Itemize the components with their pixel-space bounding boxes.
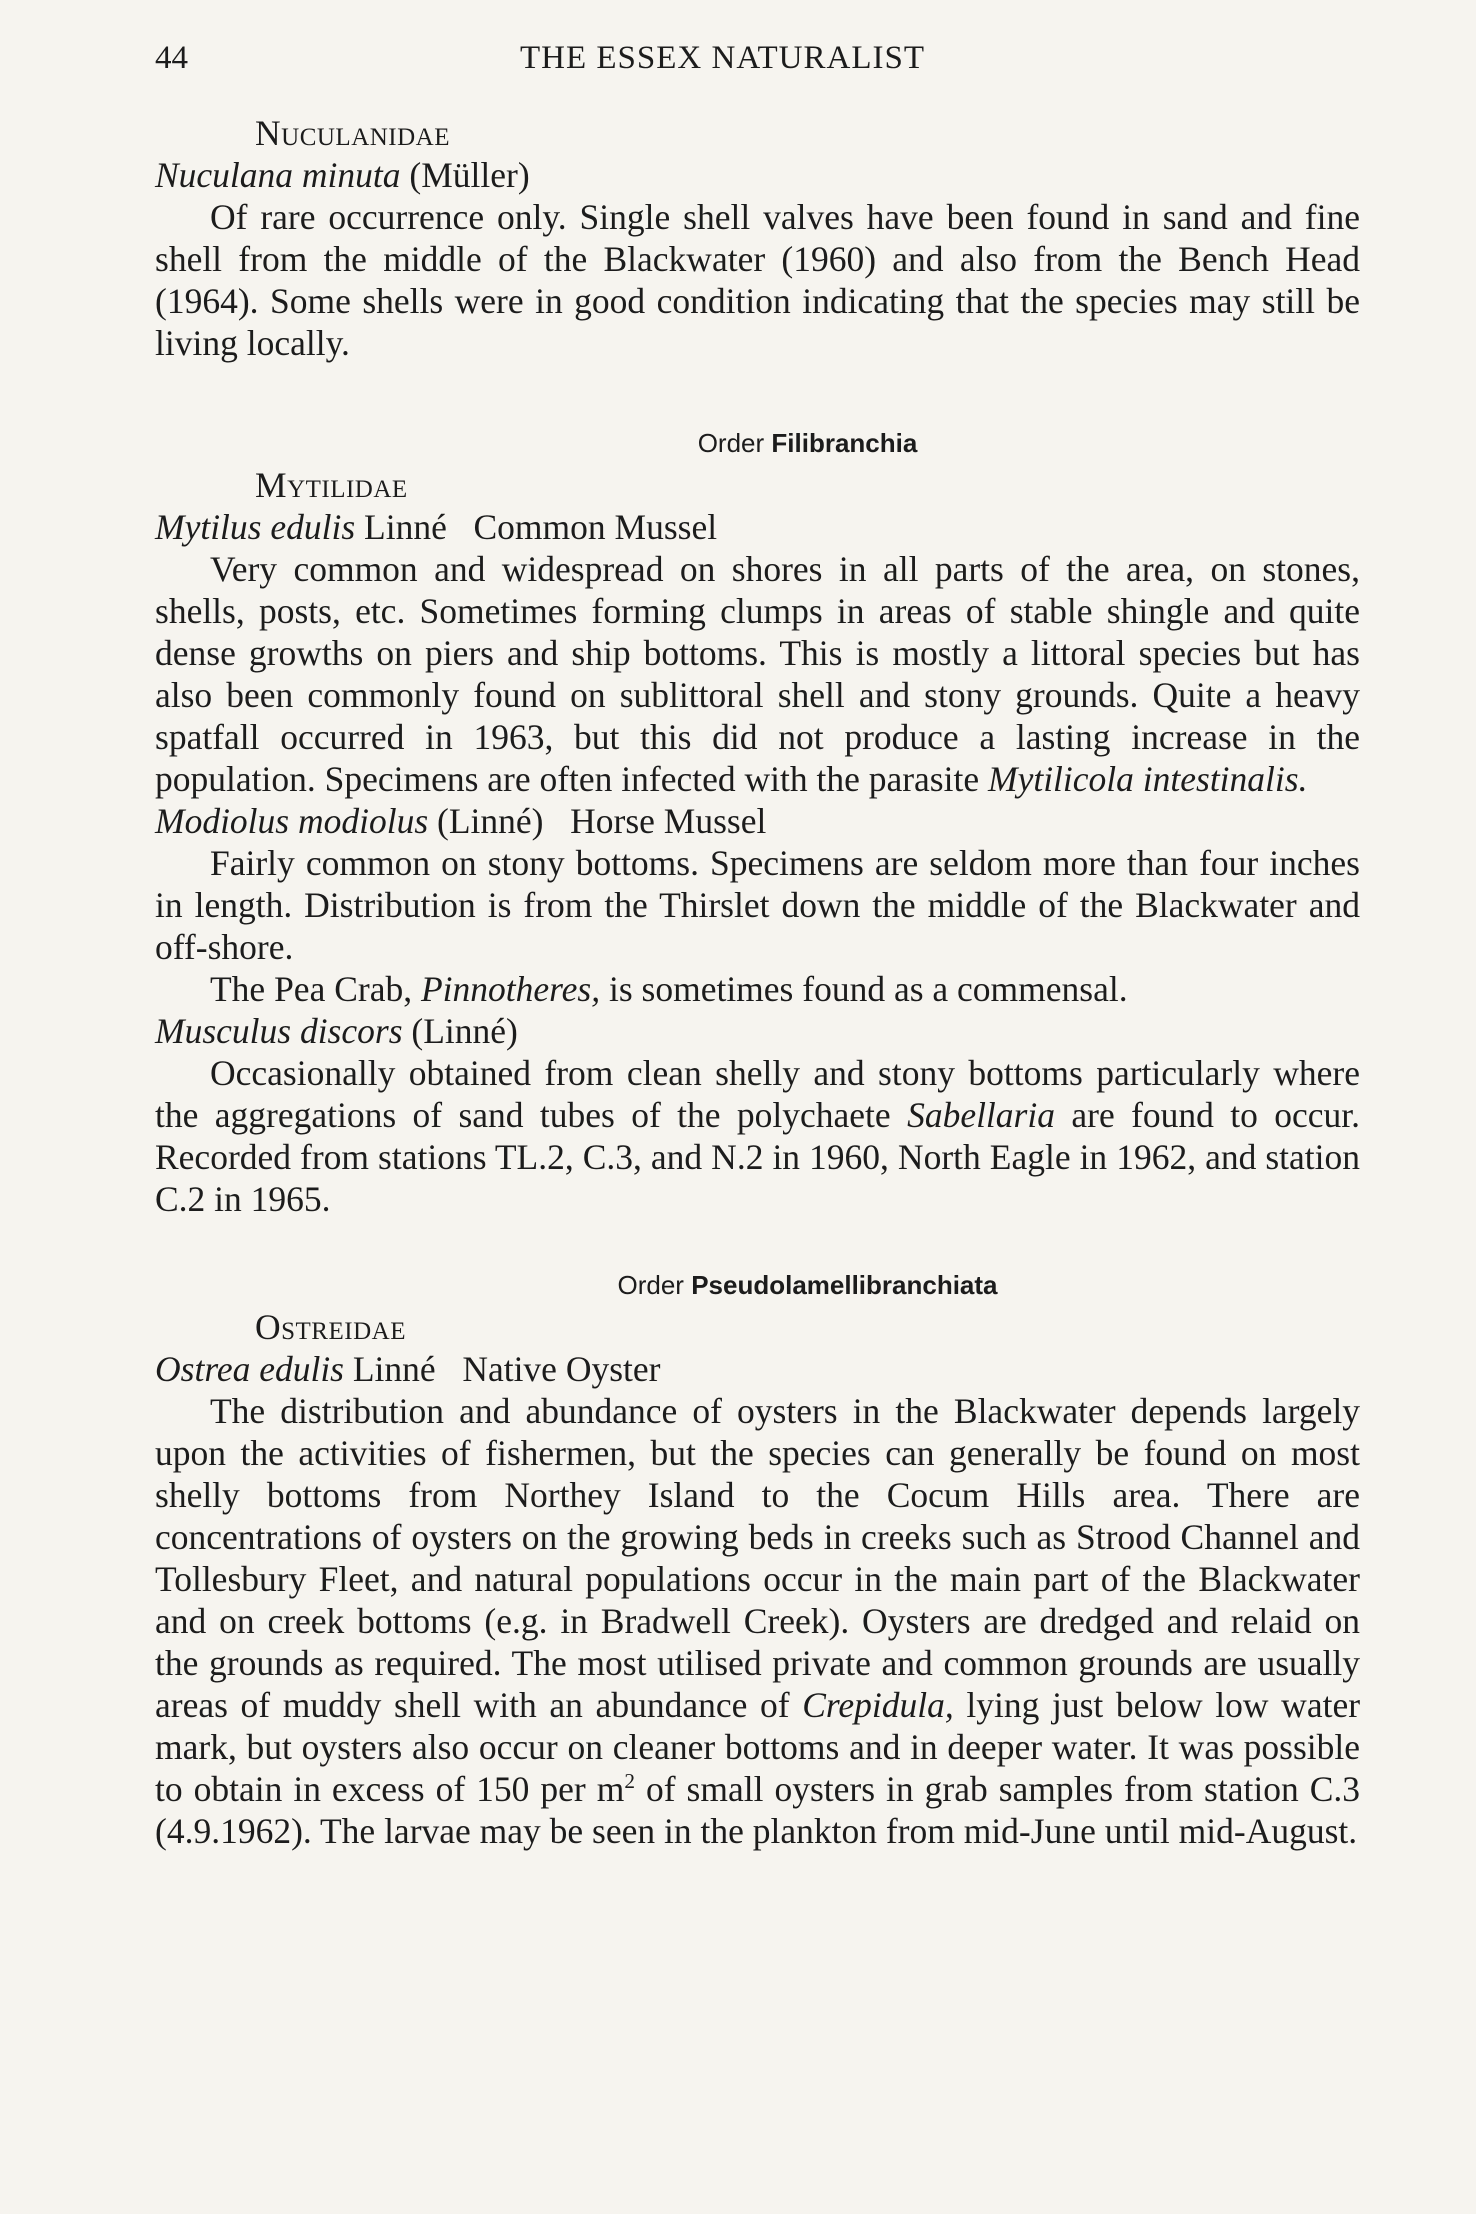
order-heading-filibranchia — [155, 422, 1360, 464]
family-heading-mytilidae: Mytilidae — [255, 465, 408, 505]
species-description: Fairly common on stony bottoms. Specimens are seldom more than four inches in length. Distribution is from the Thirslet down the middle of the Blackwater and off-shore. — [155, 843, 1360, 967]
species-line-musculus — [155, 1010, 1360, 1052]
common-name: Common Mussel — [473, 507, 718, 547]
species-line-nuculana — [155, 154, 1360, 196]
order-heading-pseudolamellibranchiata — [155, 1264, 1360, 1306]
family-heading-nuculanidae: Nuculanidae — [255, 113, 451, 153]
order-name: Pseudolamellibranchiata — [691, 1270, 998, 1300]
species-name: Mytilus edulis — [155, 507, 356, 547]
species-description: Of rare occurrence only. Single shell valves have been found in sand and fine shell from the middle of the Blackwater (1960) and also from the Bench Head (1964). Some shells were in good condition indicating that the species may still be living locally. — [155, 197, 1360, 363]
parasite-name: Mytilicola intestinalis. — [988, 759, 1308, 799]
page-number: 44 — [155, 40, 188, 76]
species-authority: (Linné) — [411, 1011, 518, 1051]
species-line-modiolus — [155, 800, 1360, 842]
species-authority: (Linné) — [437, 801, 544, 841]
order-prefix: Order — [697, 428, 765, 458]
order-name: Filibranchia — [771, 428, 918, 458]
species-authority: Linné — [352, 1349, 436, 1389]
running-title: THE ESSEX NATURALIST — [520, 40, 925, 76]
crab-name: Pinnotheres, — [420, 969, 601, 1009]
species-name: Modiolus modiolus — [155, 801, 429, 841]
species-description — [155, 548, 1360, 800]
note-text: The Pea Crab, — [210, 969, 413, 1009]
genus-name: Sabellaria — [907, 1095, 1055, 1135]
family-heading-ostreidae: Ostreidae — [255, 1307, 406, 1347]
common-name: Horse Mussel — [570, 801, 767, 841]
page-header — [155, 40, 1355, 80]
genus-name: Crepidula, — [802, 1685, 954, 1725]
species-description — [155, 1052, 1360, 1220]
description-text: The distribution and abundance of oysters in the Blackwater depends largely upon the activities of fishermen, but the species can generally be found on most shelly bottoms from Northey Island to the Cocum Hills area. There are concentrations of oysters on the growing beds in creeks such as Strood Channel and Tollesbury Fleet, and natural populations occur in the main part of the Blackwater and on creek bottoms (e.g. in Bradwell Creek). Oysters are dredged and relaid on the grounds as required. The most utilised private and common grounds are usually areas of muddy shell with an abundance of — [155, 1391, 1360, 1725]
note-text: is sometimes found as a commensal. — [608, 969, 1128, 1009]
superscript: 2 — [624, 1769, 635, 1794]
description-text: of small oysters in grab samples from station C.3 (4.9.1962). The larvae may be seen in the plankton from mid-June until mid-August. — [155, 1769, 1361, 1851]
species-authority: Linné — [364, 507, 447, 547]
description-text: Occasionally obtained from clean shelly and stony bottoms particularly where the aggregations of sand tubes of the polychaete — [155, 1053, 1360, 1135]
description-text: lying just below low water mark, but oysters also occur on cleaner bottoms and in deeper water. It was possible to obtain in excess of 150 per m — [155, 1685, 1361, 1809]
species-name: Nuculana minuta — [155, 155, 401, 195]
species-line-ostrea — [155, 1348, 1360, 1390]
common-name: Native Oyster — [462, 1349, 661, 1389]
page-body — [155, 112, 1360, 1852]
description-text: Very common and widespread on shores in all parts of the area, on stones, shells, posts, etc. Sometimes forming clumps in areas of stable shingle and quite dense growths on piers and ship bottoms. This is mostly a littoral species but has also been commonly found on sublittoral shell and stony grounds. Quite a heavy spatfall occurred in 1963, but this did not produce a lasting increase in the population. Specimens are often infected with the parasite — [155, 549, 1360, 799]
description-text: are found to occur. Recorded from stations TL.2, C.3, and N.2 in 1960, North Eagle in 1962, and station C.2 in 1965. — [155, 1095, 1361, 1219]
order-prefix: Order — [617, 1270, 684, 1300]
species-line-mytilus — [155, 506, 1360, 548]
species-description — [155, 1390, 1360, 1852]
species-name: Musculus discors — [155, 1011, 403, 1051]
species-authority: (Müller) — [409, 155, 530, 195]
commensal-note — [155, 968, 1360, 1010]
species-name: Ostrea edulis — [155, 1349, 344, 1389]
